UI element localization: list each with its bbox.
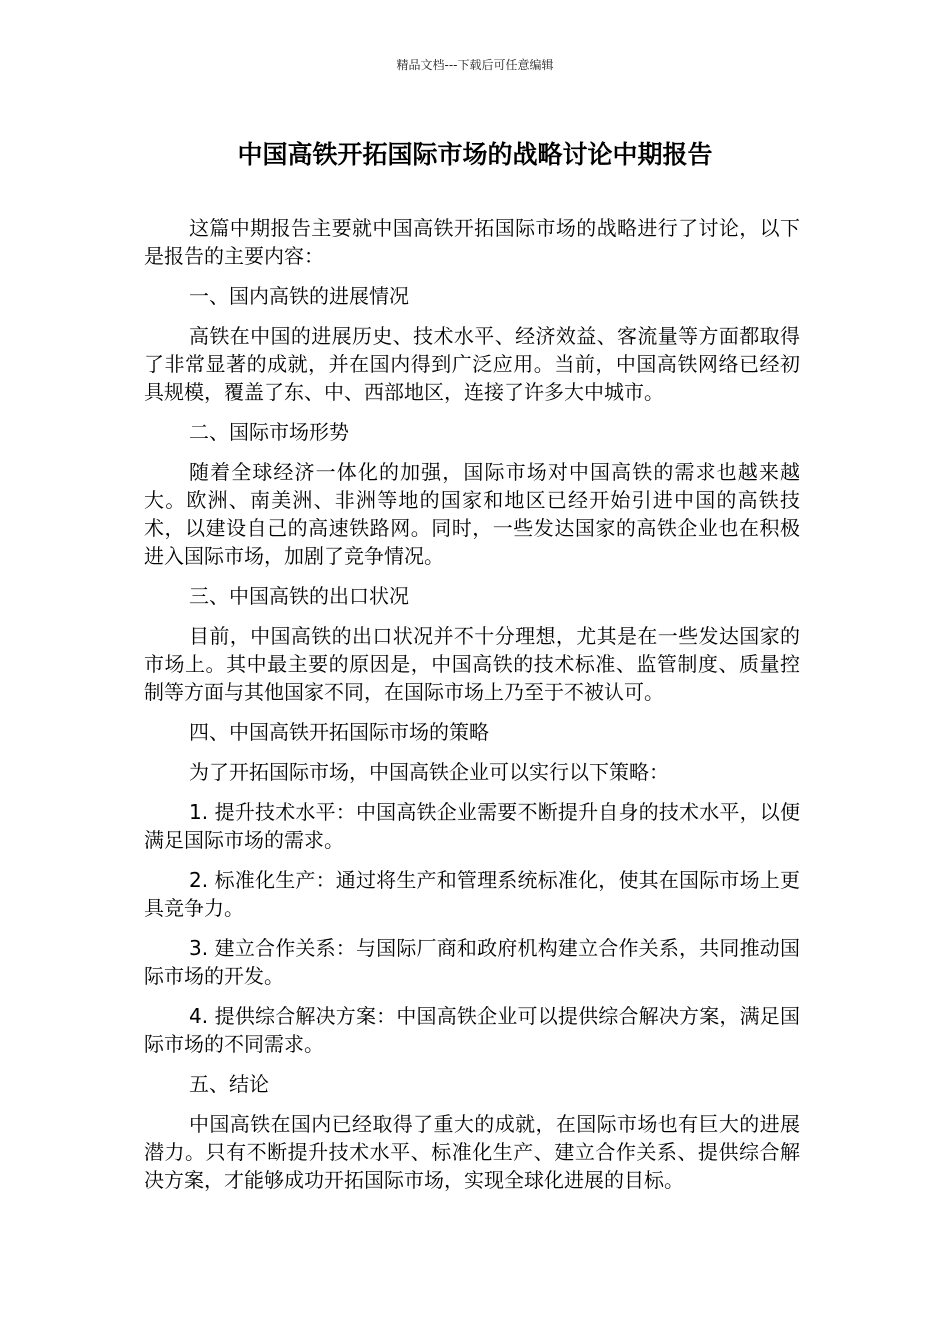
section-heading-4: 四、中国高铁开拓国际市场的策略 [189, 720, 489, 744]
header-note: 精品文档---下载后可任意编辑 [396, 58, 554, 72]
section-1-paragraph: 高铁在中国的进展历史、技术水平、经济效益、客流量等方面都取得了非常显著的成就，并在国内得到广泛应用。当前，中国高铁网络已经初具规模，覆盖了东、中、西部地区，连接了许多大中城市。 [144, 324, 800, 404]
document-body [144, 214, 800, 1206]
section-heading-3: 三、中国高铁的出口状况 [189, 584, 409, 608]
strategy-item-1: 1. 提升技术水平：中国高铁企业需要不断提升自身的技术水平，以便满足国际市场的需求。 [144, 800, 800, 852]
strategy-item-4: 4. 提供综合解决方案：中国高铁企业可以提供综合解决方案，满足国际市场的不同需求。 [144, 1004, 800, 1056]
section-heading-2: 二、国际市场形势 [189, 420, 349, 444]
section-heading-1: 一、国内高铁的进展情况 [189, 284, 409, 308]
strategy-intro: 为了开拓国际市场，中国高铁企业可以实行以下策略： [189, 760, 669, 784]
intro-paragraph: 这篇中期报告主要就中国高铁开拓国际市场的战略进行了讨论，以下是报告的主要内容： [144, 216, 800, 268]
strategy-item-2: 2. 标准化生产：通过将生产和管理系统标准化，使其在国际市场上更具竞争力。 [144, 868, 800, 920]
conclusion-paragraph: 中国高铁在国内已经取得了重大的成就，在国际市场也有巨大的进展潜力。只有不断提升技术水平、标准化生产、建立合作关系、提供综合解决方案，才能够成功开拓国际市场，实现全球化进展的目标。 [144, 1112, 800, 1192]
section-2-paragraph: 随着全球经济一体化的加强，国际市场对中国高铁的需求也越来越大。欧洲、南美洲、非洲等地的国家和地区已经开始引进中国的高铁技术，以建设自己的高速铁路网。同时，一些发达国家的高铁企业也在积极进入国际市场，加剧了竞争情况。 [144, 460, 800, 568]
document-title: 中国高铁开拓国际市场的战略讨论中期报告 [237, 140, 713, 169]
section-3-paragraph: 目前，中国高铁的出口状况并不十分理想，尤其是在一些发达国家的市场上。其中最主要的原因是，中国高铁的技术标准、监管制度、质量控制等方面与其他国家不同，在国际市场上乃至于不被认可。 [144, 624, 800, 704]
strategy-item-3: 3. 建立合作关系：与国际厂商和政府机构建立合作关系，共同推动国际市场的开发。 [144, 936, 800, 988]
section-heading-5: 五、结论 [189, 1072, 269, 1096]
